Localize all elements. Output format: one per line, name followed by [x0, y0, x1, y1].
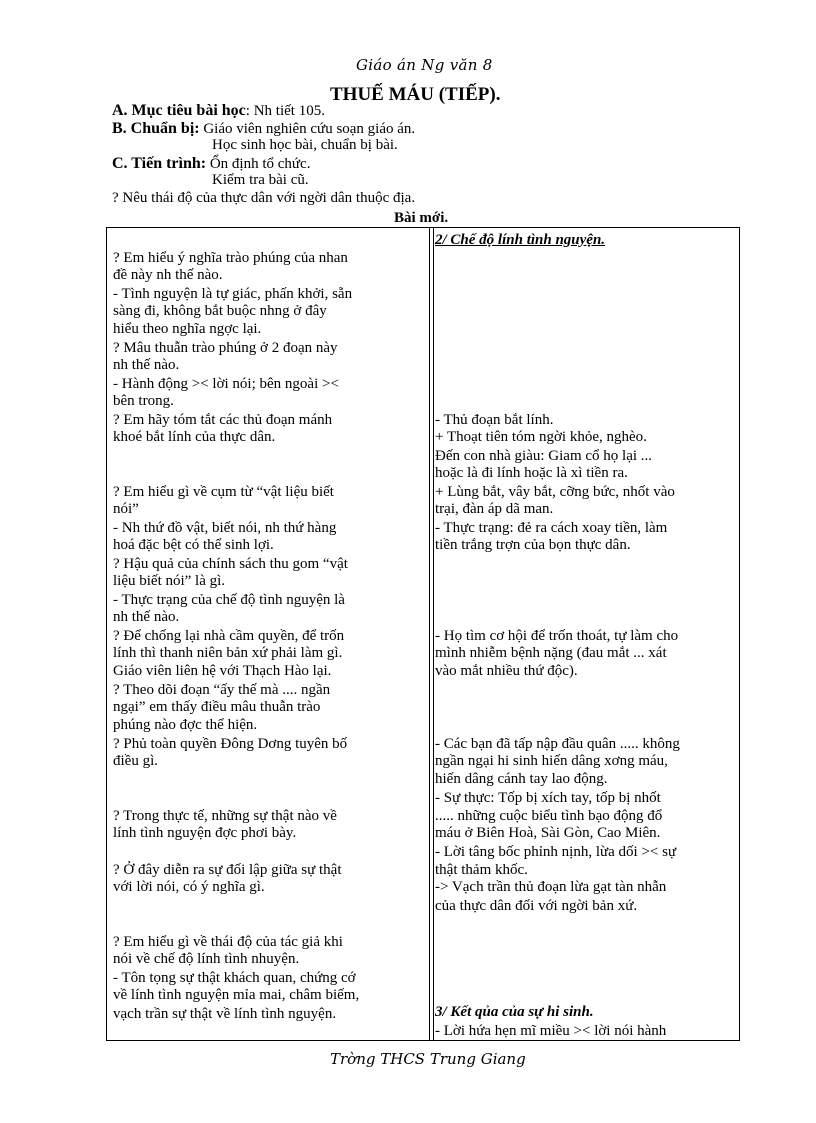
left-line: ? Em hiểu gì về cụm từ “vật liệu biết	[113, 484, 334, 500]
right-line: - Thủ đoạn bắt lính.	[435, 412, 554, 428]
column-divider	[429, 228, 430, 1040]
left-line: liệu biết nói” là gì.	[113, 573, 226, 589]
preparation-label: B. Chuẩn bị:	[112, 119, 200, 137]
left-line: bên trong.	[113, 393, 174, 409]
left-line: - Tôn tọng sự thật khách quan, chứng cớ	[113, 970, 356, 986]
preparation-row-2	[112, 137, 752, 155]
right-line: - Sự thực: Tốp bị xích tay, tốp bị nhốt	[435, 790, 661, 806]
procedure-row	[112, 155, 752, 173]
preparation-text: Giáo viên nghiên cứu soạn giáo án.	[199, 120, 416, 137]
left-line: ngại” em thấy điều mâu thuẫn trào	[113, 699, 321, 715]
left-line: khoé bắt lính của thực dân.	[113, 429, 276, 445]
left-line: - Nh thứ đồ vật, biết nói, nh thứ hàng	[113, 520, 337, 536]
right-line: - Các bạn đã tấp nập đầu quân ..... không	[435, 736, 680, 752]
right-line: - Lời hứa hẹn mĩ miều >< lời nói hành	[435, 1023, 667, 1039]
procedure-label: C. Tiến trình:	[112, 154, 207, 172]
right-line: mình nhiễm bệnh nặng (đau mắt ... xát	[435, 645, 667, 661]
right-line: trại, đàn áp dã man.	[435, 501, 554, 517]
left-line: về lính tình nguyện mỉa mai, châm biếm,	[113, 987, 360, 1003]
right-line: + Lùng bắt, vây bắt, cỡng bức, nhốt vào	[435, 484, 675, 500]
left-line: nh thế nào.	[113, 609, 180, 625]
left-line: ? Em hãy tóm tắt các thủ đoạn mánh	[113, 412, 333, 428]
left-line: Giáo viên liên hệ với Thạch Hào lại.	[113, 663, 332, 679]
left-line: sàng đi, không bắt buộc nhng ở đây	[113, 303, 327, 319]
review-question: ? Nêu thái độ của thực dân với ngời dân thuộc địa.	[112, 189, 416, 206]
right-line: ngần ngại hi sinh hiến dâng xơng máu,	[435, 753, 668, 769]
right-line: hoặc là đi lính hoặc là xì tiền ra.	[435, 465, 628, 481]
page-title: THUẾ MÁU (TIẾP).	[330, 84, 501, 105]
left-line: ? Em hiểu gì về thái độ của tác giả khi	[113, 934, 343, 950]
right-line: tiền trắng trợn của bọn thực dân.	[435, 537, 631, 553]
right-line: - Họ tìm cơ hội để trốn thoát, tự làm cho	[435, 628, 679, 644]
left-line: với lời nói, có ý nghĩa gì.	[113, 879, 265, 895]
intro-section	[112, 102, 752, 207]
right-line: - Thực trạng: đẻ ra cách xoay tiền, làm	[435, 520, 668, 536]
page-header: Giáo án Ng văn 8	[356, 56, 493, 74]
left-line: ? Trong thực tế, những sự thật nào về	[113, 808, 337, 824]
left-line: nói về chế độ lính tình nhuyện.	[113, 951, 300, 967]
left-line: ? Phủ toàn quyền Đông Dơng tuyên bố	[113, 736, 348, 752]
objective-label: A. Mục tiêu bài học	[112, 102, 246, 119]
right-line: của thực dân đối với ngời bản xứ.	[435, 898, 638, 914]
left-line: hiểu theo nghĩa ngợc lại.	[113, 321, 262, 337]
column-divider-inner	[433, 228, 434, 1040]
preparation-row	[112, 120, 752, 138]
section-heading-3: 3/ Kết qủa của sự hi sinh.	[435, 1004, 594, 1020]
right-line: thật thảm khốc.	[435, 862, 528, 878]
left-line: ? Để chống lại nhà cầm quyền, để trốn	[113, 628, 345, 644]
right-line: -> Vạch trần thủ đoạn lừa gạt tàn nhẫn	[435, 879, 667, 895]
right-line: + Thoạt tiên tóm ngời khỏe, nghèo.	[435, 429, 647, 445]
left-line: ? Mâu thuẫn trào phúng ở 2 đoạn này	[113, 340, 338, 356]
right-line: ..... những cuộc biểu tình bạo động đổ	[435, 808, 663, 824]
left-line: nói”	[113, 501, 139, 517]
left-line: ? Hậu quả của chính sách thu gom “vật	[113, 556, 348, 572]
preparation-text-2: Học sinh học bài, chuẩn bị bài.	[212, 137, 398, 153]
page-footer: Trờng THCS Trung Giang	[330, 1050, 526, 1068]
left-line: ? Em hiểu ý nghĩa trào phúng của nhan	[113, 250, 348, 266]
right-line: - Lời tâng bốc phỉnh nịnh, lừa dối >< sự	[435, 844, 677, 860]
right-line: máu ở Biên Hoà, Sài Gòn, Cao Miên.	[435, 825, 661, 841]
section-heading-2: 2/ Chế độ lính tình nguyện.	[435, 232, 606, 248]
right-line: hiến dâng cánh tay lao động.	[435, 771, 608, 787]
left-line: - Thực trạng của chế độ tình nguyện là	[113, 592, 345, 608]
lesson-table	[106, 227, 740, 1041]
left-line: - Hành động >< lời nói; bên ngoài ><	[113, 376, 339, 392]
left-line: ? Theo dõi đoạn “ấy thế mà .... ngần	[113, 682, 331, 698]
right-line: vào mắt nhiều thứ độc).	[435, 663, 578, 679]
left-line: - Tình nguyện là tự giác, phấn khởi, sẵn	[113, 286, 353, 302]
procedure-text-2: Kiểm tra bài cũ.	[212, 172, 309, 188]
left-line: điều gì.	[113, 753, 158, 769]
left-line: ? Ở đây diễn ra sự đối lập giữa sự thật	[113, 862, 342, 878]
objective-text: : Nh tiết 105.	[245, 103, 325, 119]
left-line: lính thì thanh niên bản xứ phải làm gì.	[113, 645, 343, 661]
new-lesson-heading: Bài mới.	[394, 210, 449, 226]
objective-row	[112, 102, 752, 120]
procedure-text: Ổn định tổ chức.	[206, 155, 311, 172]
left-line: đề này nh thế nào.	[113, 267, 223, 283]
left-line: hoá đặc bệt có thể sinh lợi.	[113, 537, 274, 553]
left-line: lính tình nguyện đợc phơi bày.	[113, 825, 297, 841]
left-line: phúng nào đợc thể hiện.	[113, 717, 258, 733]
left-line: nh thế nào.	[113, 357, 180, 373]
right-line: Đến con nhà giàu: Giam cổ họ lại ...	[435, 448, 653, 464]
left-line: vạch trần sự thật về lính tình nguyện.	[113, 1006, 337, 1022]
procedure-row-2	[112, 172, 752, 190]
